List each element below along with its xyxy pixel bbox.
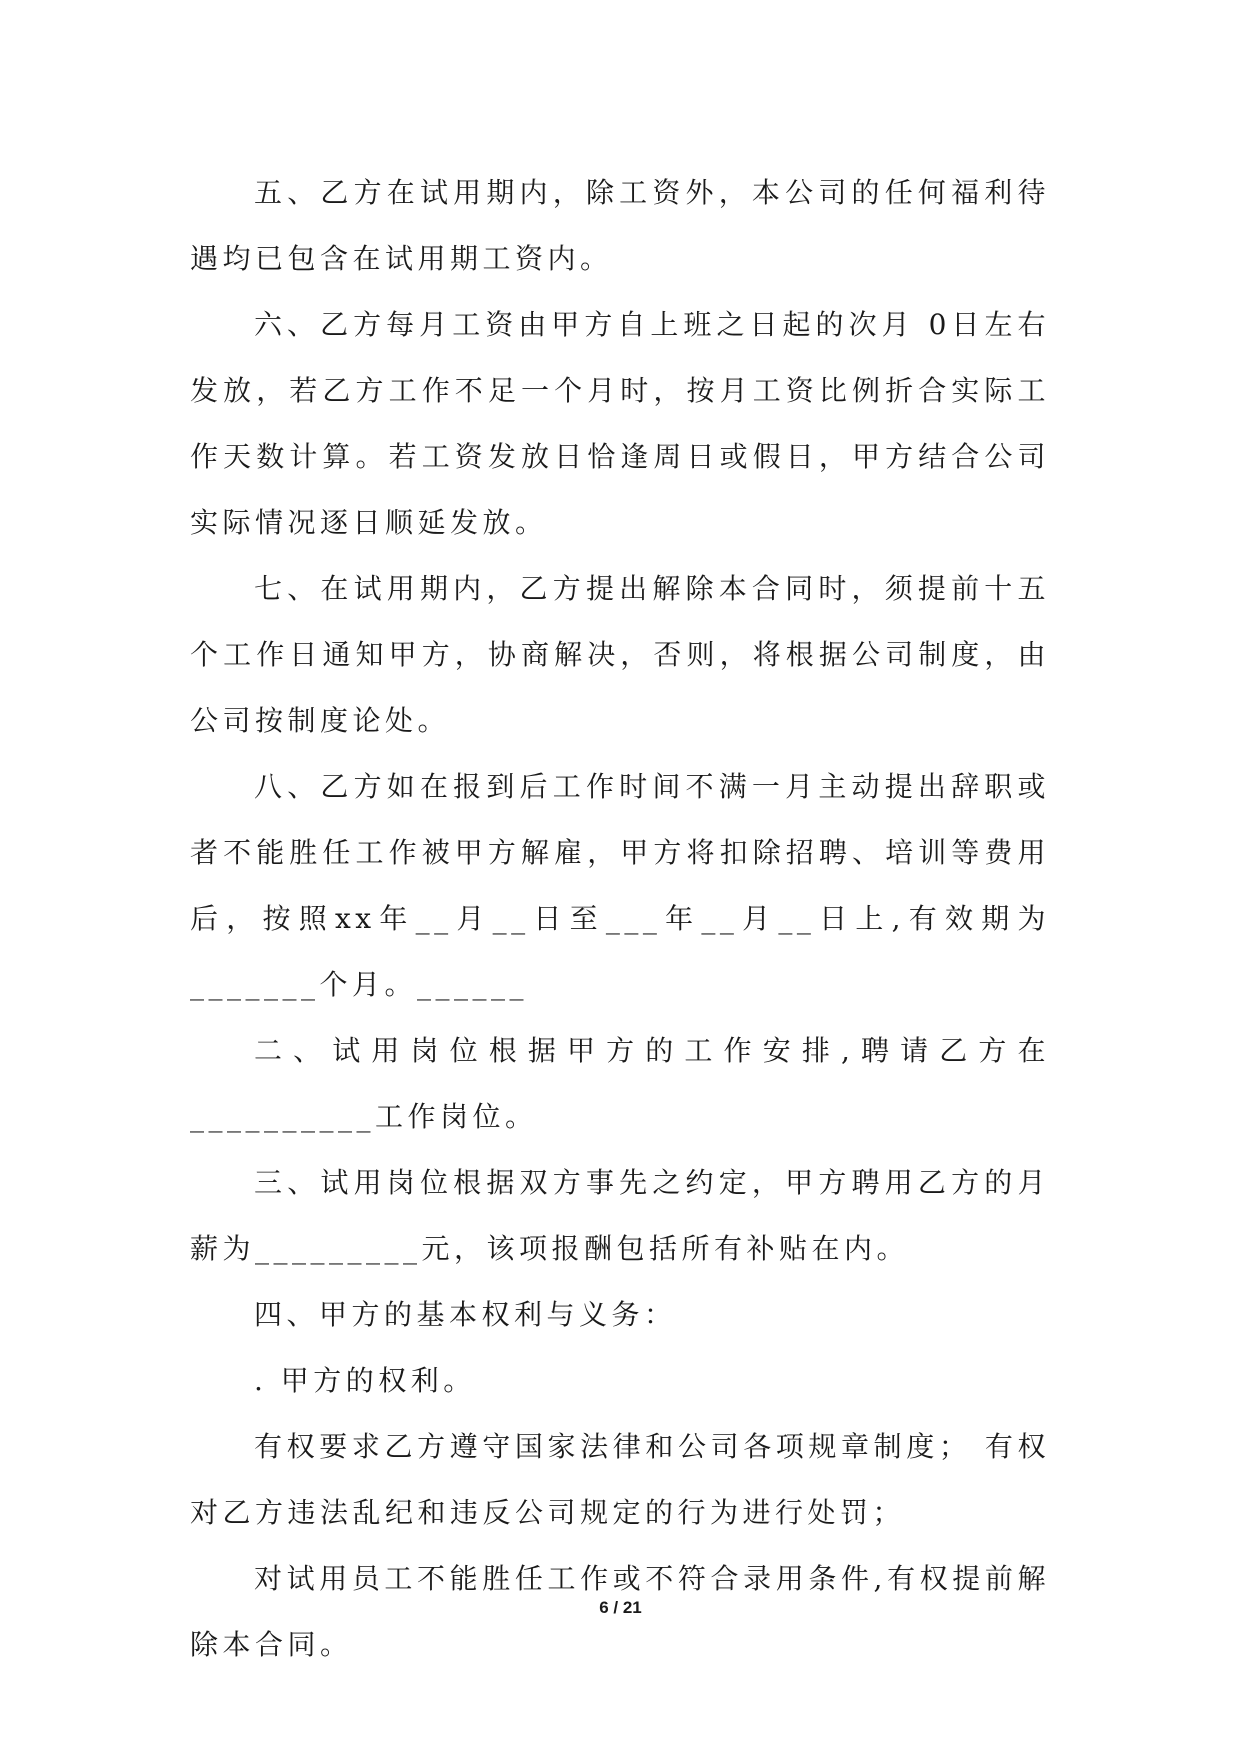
- document-body: [190, 160, 1050, 1678]
- paragraph-right-to-terminate: 对试用员工不能胜任工作或不符合录用条件,有权提前解除本合同。: [190, 1562, 1050, 1661]
- paragraph-7-termination-notice: 七、在试用期内，乙方提出解除本合同时，须提前十五个工作日通知甲方，协商解决，否则，将根据公司制度，由公司按制度论处。: [190, 572, 1050, 737]
- paragraph-right-to-require-compliance: 有权要求乙方遵守国家法律和公司各项规章制度； 有权对乙方违法乱纪和违反公司规定的行为进行处罚；: [190, 1430, 1050, 1529]
- paragraph-4-rights-duties-heading: 四、甲方的基本权利与义务：: [254, 1298, 677, 1331]
- paragraph-8-resignation: 八、乙方如在报到后工作时间不满一月主动提出辞职或者不能胜任工作被甲方解雇，甲方将扣除招聘、培训等费用后，按照xx年__月__日至___年__月__日上,有效期为_______个月。______: [190, 770, 1051, 1001]
- paragraph-5-benefits: 五、乙方在试用期内，除工资外，本公司的任何福利待遇均已包含在试用期工资内。: [190, 176, 1050, 275]
- paragraph-3-monthly-salary: 三、试用岗位根据双方事先之约定，甲方聘用乙方的月薪为_________元，该项报酬包括所有补贴在内。: [190, 1166, 1050, 1265]
- paragraph-party-a-rights: . 甲方的权利。: [254, 1364, 476, 1397]
- paragraph-6-salary-payment: 六、乙方每月工资由甲方自上班之日起的次月 0日左右发放，若乙方工作不足一个月时，按月工资比例折合实际工作天数计算。若工资发放日恰逢周日或假日，甲方结合公司实际情况逐日顺延发放。: [190, 308, 1050, 539]
- paragraph-2-position: 二、试用岗位根据甲方的工作安排,聘请乙方在__________工作岗位。: [190, 1034, 1050, 1133]
- page-number: 6 / 21: [599, 1598, 642, 1617]
